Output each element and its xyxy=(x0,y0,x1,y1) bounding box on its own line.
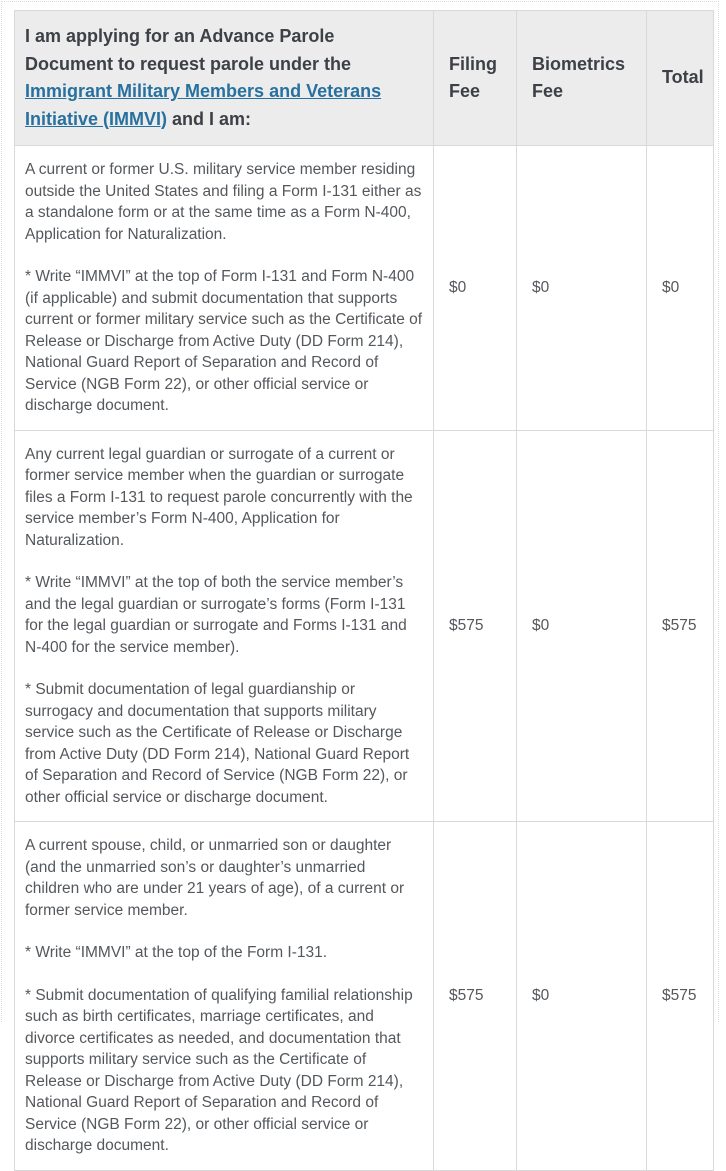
table-row-legal-guardian xyxy=(15,430,714,822)
immvi-link[interactable]: Immigrant Military Members and Veterans Initiative (IMMVI) xyxy=(25,81,382,129)
row-description-cell xyxy=(15,822,434,1171)
col-header-biometrics-fee: Biometrics Fee xyxy=(517,11,647,146)
filing-fee-value: $0 xyxy=(434,146,517,431)
col-header-filing-fee: Filing Fee xyxy=(434,11,517,146)
table-row-service-member xyxy=(15,146,714,431)
immvi-fee-table xyxy=(14,10,714,1171)
biometrics-fee-value: $0 xyxy=(517,430,647,822)
filing-fee-value: $575 xyxy=(434,822,517,1171)
description-paragraph: Any current legal guardian or surrogate of a current or former service member when the guardian or surrogate files a Form I-131 to request parole concurrently with the service member’s Form N-400, Application for Naturalization. xyxy=(25,445,413,549)
description-paragraph: * Write “IMMVI” at the top of both the service member’s and the legal guardian or surrogate’s forms (Form I-131 for the legal guardian or surrogate and Forms I-131 and N-400 for the service member). xyxy=(25,574,407,656)
description-paragraph: * Submit documentation of legal guardianship or surrogacy and documentation that supports military service such as the Certificate of Release or Discharge from Active Duty (DD Form 214), National Guard Report of Separation and Record of Service (NGB Form 22), or other official service or discharge document. xyxy=(25,681,410,806)
description-paragraph: * Submit documentation of qualifying familial relationship such as birth certificates, marriage certificates, and divorce certificates as needed, and documentation that supports military service such as the Certificate of Release or Discharge from Active Duty (DD Form 214), National Guard Report of Separation and Record of Service (NGB Form 22), or other official service or discharge document. xyxy=(25,986,413,1154)
header-question-prefix: I am applying for an Advance Parole Document to request parole under the xyxy=(25,26,352,74)
description-paragraph: * Write “IMMVI” at the top of Form I-131 and Form N-400 (if applicable) and submit documentation that supports current or former military service such as the Certificate of Release or Discharge from Active Duty (DD Form 214), National Guard Report of Separation and Record of Service (NGB Form 22), or other official service or discharge document. xyxy=(25,268,423,414)
description-paragraph: * Write “IMMVI” at the top of the Form I-131. xyxy=(25,944,328,961)
row-description-cell xyxy=(15,430,434,822)
total-fee-value: $575 xyxy=(647,822,714,1171)
description-paragraph: A current spouse, child, or unmarried son or daughter (and the unmarried son’s or daughter’s unmarried children who are under 21 years of age), of a current or former service member. xyxy=(25,837,405,919)
total-fee-value: $575 xyxy=(647,430,714,822)
table-row-family-member xyxy=(15,822,714,1171)
page-container xyxy=(1,1,719,1154)
total-fee-value: $0 xyxy=(647,146,714,431)
filing-fee-value: $575 xyxy=(434,430,517,822)
header-question-suffix: and I am: xyxy=(167,108,252,129)
description-paragraph: A current or former U.S. military service member residing outside the United States and filing a Form I-131 either as a standalone form or at the same time as a Form N-400, Application for Naturalization. xyxy=(25,161,422,243)
header-question-cell xyxy=(15,11,434,146)
biometrics-fee-value: $0 xyxy=(517,146,647,431)
header-row xyxy=(15,11,714,146)
col-header-total: Total xyxy=(647,11,714,146)
row-description-cell xyxy=(15,146,434,431)
biometrics-fee-value: $0 xyxy=(517,822,647,1171)
